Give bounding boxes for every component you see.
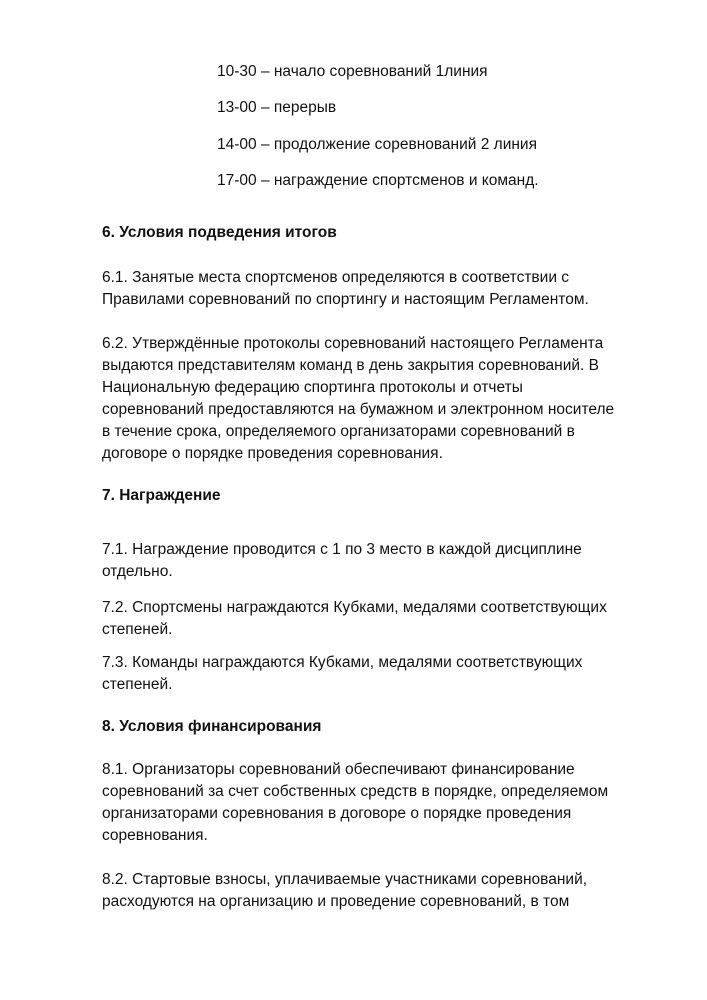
- paragraph: [102, 759, 662, 847]
- paragraph-line: договоре о порядке проведения соревнования.: [102, 445, 443, 462]
- paragraph: [102, 597, 662, 641]
- section-heading: 8. Условия финансирования: [102, 718, 322, 735]
- paragraph-line: отдельно.: [102, 563, 173, 580]
- paragraph-line: степеней.: [102, 676, 173, 693]
- paragraph: [102, 333, 662, 465]
- paragraph: [102, 267, 662, 311]
- paragraph-line: 7.2. Спортсмены награждаются Кубками, медалями соответствующих: [102, 599, 607, 616]
- paragraph-line: 6.1. Занятые места спортсменов определяются в соответствии с: [102, 269, 570, 286]
- paragraph-line: Национальную федерацию спортинга протоколы и отчеты: [102, 379, 523, 396]
- paragraph-line: организаторами соревнования в договоре о порядке проведения: [102, 805, 572, 822]
- paragraph-line: соревнований предоставляются на бумажном и электронном носителе: [102, 401, 615, 418]
- paragraph: [102, 869, 662, 913]
- section-heading: 7. Награждение: [102, 487, 221, 504]
- paragraph-line: 6.2. Утверждённые протоколы соревнований настоящего Регламента: [102, 335, 604, 352]
- paragraph-line: соревнования.: [102, 827, 208, 844]
- paragraph-line: Правилами соревнований по спортингу и настоящим Регламентом.: [102, 291, 589, 308]
- paragraph-line: 8.1. Организаторы соревнований обеспечивают финансирование: [102, 761, 575, 778]
- paragraph-line: 8.2. Стартовые взносы, уплачиваемые участниками соревнований,: [102, 871, 588, 888]
- paragraph-line: в течение срока, определяемого организаторами соревнований в: [102, 423, 575, 440]
- section-heading: 6. Условия подведения итогов: [102, 224, 337, 241]
- paragraph-line: расходуются на организацию и проведение соревнований, в том: [102, 893, 570, 910]
- paragraph-line: соревнований за счет собственных средств в порядке, определяемом: [102, 783, 609, 800]
- paragraph: [102, 539, 662, 583]
- schedule-item: 10-30 – начало соревнований 1линия: [217, 63, 488, 80]
- paragraph-line: 7.1. Награждение проводится с 1 по 3 место в каждой дисциплине: [102, 541, 582, 558]
- schedule-item: 17-00 – награждение спортсменов и команд.: [217, 171, 539, 189]
- paragraph: [102, 652, 662, 696]
- document-body: [102, 223, 662, 913]
- schedule-list: [217, 62, 637, 207]
- paragraph-line: 7.3. Команды награждаются Кубками, медалями соответствующих: [102, 654, 583, 671]
- paragraph-line: выдаются представителям команд в день закрытия соревнований. В: [102, 357, 599, 374]
- paragraph-line: степеней.: [102, 621, 173, 638]
- schedule-item: 14-00 – продолжение соревнований 2 линия: [217, 135, 537, 153]
- schedule-item: 13-00 – перерыв: [217, 99, 337, 117]
